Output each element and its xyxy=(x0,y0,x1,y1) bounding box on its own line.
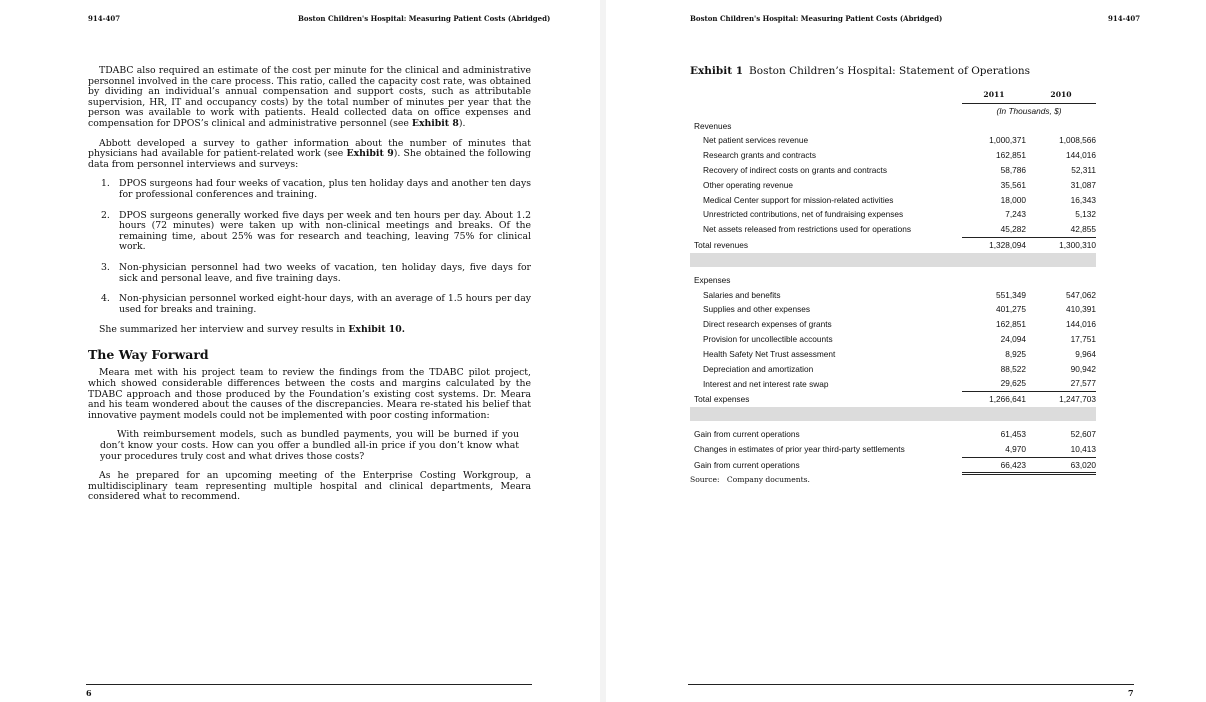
value-2010: 144,016 xyxy=(1066,319,1096,330)
list-item: 1. DPOS surgeons had four weeks of vacation, plus ten holiday days and another ten days for professional conferences and training. xyxy=(101,178,531,200)
row-label: Provision for uncollectible accounts xyxy=(703,333,833,344)
table-row xyxy=(690,376,1096,391)
value-2011: 551,349 xyxy=(996,289,1026,300)
value-2011: 4,970 xyxy=(962,442,1026,457)
row-label: Gain from current operations xyxy=(694,460,800,471)
page-number: 6 xyxy=(86,688,92,698)
value-2011: 61,453 xyxy=(1000,428,1026,439)
table-row xyxy=(690,178,1096,193)
value-2010: 547,062 xyxy=(1066,289,1096,300)
value-2010: 410,391 xyxy=(1066,304,1096,315)
row-label: Direct research expenses of grants xyxy=(703,319,832,330)
row-label: Research grants and contracts xyxy=(703,150,816,161)
table-row xyxy=(690,442,1096,457)
expenses-heading: Expenses xyxy=(694,274,731,285)
value-2011: 401,275 xyxy=(996,304,1026,315)
separator-band xyxy=(690,253,1096,267)
row-label: Net assets released from restrictions used for operations xyxy=(703,224,911,235)
header-title: Boston Children's Hospital: Measuring Patient Costs (Abridged) xyxy=(690,14,943,23)
paragraph: TDABC also required an estimate of the cost per minute for the clinical and administrative personnel involved in the care process. This ratio, called the capacity cost rate, was obtained by dividing an individual’s annual compensation and support costs, such as attributable supervision, HR, IT and occupancy costs) by the total number of minutes per year that the person was available to work with patients. Heald collected data on office expenses and compensation for DPOS’s clinical and administrative personnel (see Exhibit 8). xyxy=(88,65,531,129)
value-2010: 1,008,566 xyxy=(1059,135,1096,146)
list-item: 3. Non-physician personnel had two weeks of vacation, ten holiday days, five days for sick and personal leave, and five training days. xyxy=(101,261,531,284)
table-row xyxy=(690,193,1096,208)
units-row xyxy=(690,103,1096,118)
total-expenses-row: Total expenses 1,266,641 1,247,703 xyxy=(694,393,1096,405)
exhibit-title xyxy=(690,65,1030,77)
gain-rows xyxy=(690,427,1096,474)
row-label: Salaries and benefits xyxy=(703,289,781,300)
value-2010: 42,855 xyxy=(1026,222,1096,237)
table-row xyxy=(690,347,1096,362)
table-row xyxy=(690,207,1096,222)
header-code: 914-407 xyxy=(88,14,121,23)
header-code: 914-407 xyxy=(1108,14,1141,23)
table-row xyxy=(690,317,1096,332)
page-number: 7 xyxy=(1128,688,1134,698)
section-heading: The Way Forward xyxy=(88,346,209,362)
value-2011: 162,851 xyxy=(996,319,1026,330)
year-2010: 2010 xyxy=(1026,88,1096,103)
value-2011: 35,561 xyxy=(1000,179,1026,190)
table-row xyxy=(690,222,1096,237)
paragraph: Meara met with his project team to review the findings from the TDABC pilot project, which showed considerable differences between the costs and margins calculated by the TDABC approach and those produced by the Foundation’s existing cost systems. Dr. Meara and his team wondered about the causes of the discrepancies. Meara re-stated his belief that innovative payment models could not be implemented with poor costing information: xyxy=(88,367,531,421)
value-2010: 90,942 xyxy=(1070,363,1096,374)
value-2011: 7,243 xyxy=(1005,209,1026,220)
table-row xyxy=(690,362,1096,377)
value-2011: 1,000,371 xyxy=(989,135,1026,146)
value-2010: 16,343 xyxy=(1070,194,1096,205)
value-2011: 18,000 xyxy=(1000,194,1026,205)
table-row xyxy=(690,163,1096,178)
exhibit-label: Exhibit 1 xyxy=(690,65,744,77)
paragraph: As he prepared for an upcoming meeting of the Enterprise Costing Workgroup, a multidisciplinary team representing multiple hospital and clinical departments, Meara considered what to recommend. xyxy=(88,470,531,503)
table-row xyxy=(690,457,1096,474)
value-2010: 10,413 xyxy=(1026,442,1096,457)
row-label: Gain from current operations xyxy=(694,428,800,439)
value-2011: 45,282 xyxy=(962,222,1026,237)
row-label: Recovery of indirect costs on grants and contracts xyxy=(703,164,888,175)
value-2011: 88,522 xyxy=(1000,363,1026,374)
source-note: Source: Company documents. xyxy=(690,475,810,484)
header-title: Boston Children's Hospital: Measuring Patient Costs (Abridged) xyxy=(298,14,551,23)
row-label: Unrestricted contributions, net of fundraising expenses xyxy=(703,209,904,220)
value-2010: 52,607 xyxy=(1070,428,1096,439)
row-label: Net patient services revenue xyxy=(703,135,809,146)
value-2011: 29,625 xyxy=(962,376,1026,391)
row-label: Interest and net interest rate swap xyxy=(703,378,829,389)
year-header-row xyxy=(690,88,1096,103)
row-label: Medical Center support for mission-related activities xyxy=(703,194,894,205)
value-2011: 162,851 xyxy=(996,150,1026,161)
table-row xyxy=(690,148,1096,163)
paragraph: Abbott developed a survey to gather information about the number of minutes that physicians had available for patient-related work (see Exhibit 9). She obtained the following data from personnel interviews and surveys: xyxy=(88,137,532,170)
value-2010: 27,577 xyxy=(1026,376,1096,391)
expense-rows xyxy=(690,288,1096,392)
list-item: 2. DPOS surgeons generally worked five days per week and ten hours per day. About 1.2 hours (72 minutes) were taken up with non-clinical meetings and breaks. Of the remaining time, about 25% was for research and teaching, leaving 75% for clinical work. xyxy=(101,209,531,253)
value-2011: 66,423 xyxy=(962,457,1026,474)
list-item: 4. Non-physician personnel worked eight-hour days, with an average of 1.5 hours per day used for breaks and training. xyxy=(101,293,531,315)
footer-rule xyxy=(86,684,532,685)
numbered-list xyxy=(88,179,531,315)
units-label: (In Thousands, $) xyxy=(996,105,1062,116)
exhibit-reference: Exhibit 10. xyxy=(348,324,405,336)
value-2010: 63,020 xyxy=(1026,457,1096,474)
left-page xyxy=(0,0,600,702)
row-label: Depreciation and amortization xyxy=(703,363,814,374)
value-2010: 5,132 xyxy=(1075,209,1096,220)
value-2010: 52,311 xyxy=(1071,164,1096,175)
table-row xyxy=(690,302,1096,317)
value-2011: 24,094 xyxy=(1000,333,1026,344)
block-quote: With reimbursement models, such as bundled payments, you will be burned if you don’t know your costs. How can you offer a bundled all-in price if you don’t know what your procedures truly cost and what drives those costs? xyxy=(100,429,519,462)
table-row xyxy=(690,288,1096,303)
revenue-rows xyxy=(690,133,1096,237)
separator-band xyxy=(690,407,1096,421)
value-2011: 58,786 xyxy=(1000,164,1026,175)
value-2010: 31,087 xyxy=(1070,179,1096,190)
table-row xyxy=(690,133,1096,148)
table-row xyxy=(690,427,1096,442)
row-label: Other operating revenue xyxy=(703,179,793,190)
left-body xyxy=(88,66,531,512)
revenues-heading: Revenues xyxy=(694,120,732,131)
value-2010: 144,016 xyxy=(1066,150,1096,161)
exhibit-reference: Exhibit 8 xyxy=(411,117,459,129)
year-2011: 2011 xyxy=(962,88,1026,103)
exhibit-reference: Exhibit 9 xyxy=(346,148,394,160)
value-2010: 9,964 xyxy=(1075,348,1096,359)
value-2011: 8,925 xyxy=(1005,348,1026,359)
row-label: Health Safety Net Trust assessment xyxy=(703,348,836,359)
row-label: Changes in estimates of prior year third-party settlements xyxy=(694,443,905,454)
footer-rule xyxy=(688,684,1134,685)
row-label: Supplies and other expenses xyxy=(703,304,811,315)
paragraph: She summarized her interview and survey results in Exhibit 10. xyxy=(99,324,405,336)
statement-of-operations-table xyxy=(690,88,1096,475)
exhibit-caption: Boston Children’s Hospital: Statement of Operations xyxy=(749,65,1031,77)
total-revenues-row: Total revenues 1,328,094 1,300,310 xyxy=(694,239,1096,250)
table-row xyxy=(690,332,1096,347)
value-2010: 17,751 xyxy=(1070,333,1096,344)
right-page xyxy=(606,0,1206,702)
